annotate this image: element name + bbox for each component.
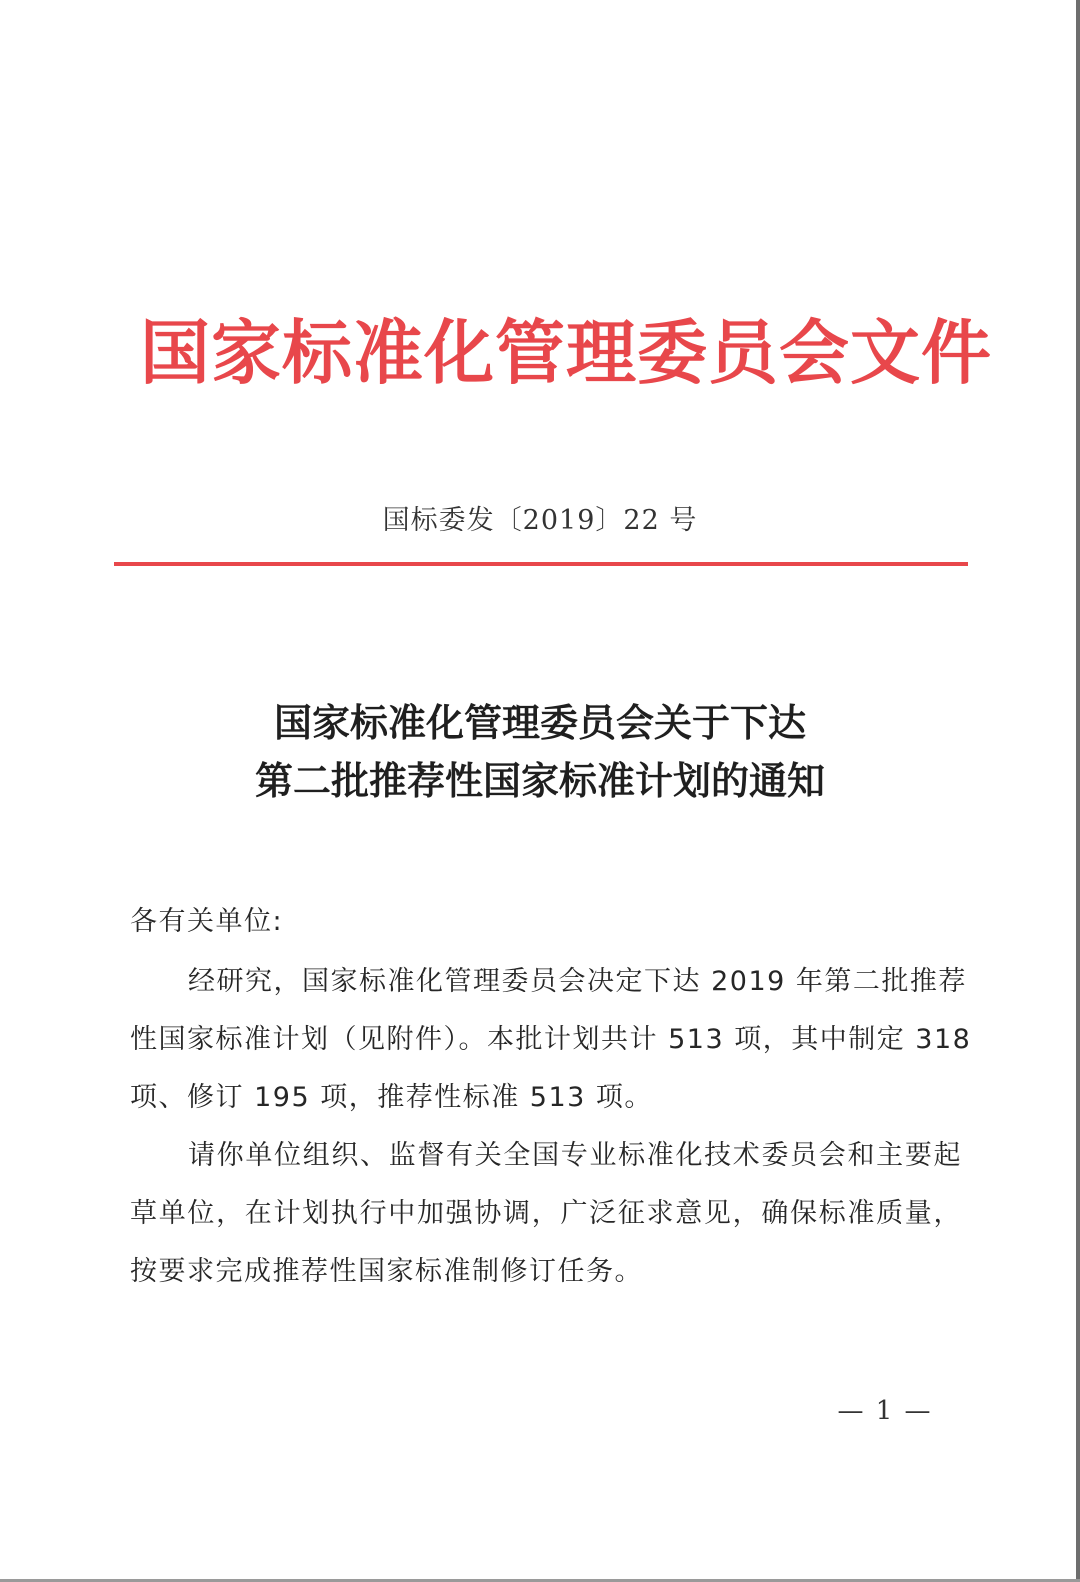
scan-edge-right xyxy=(1076,0,1080,1582)
paragraph-1-line-1: 经研究，国家标准化管理委员会决定下达 2019 年第二批推荐 xyxy=(188,966,967,997)
document-number: 国标委发〔2019〕22 号 xyxy=(382,505,698,536)
document-header-title: 国家标准化管理委员会文件 xyxy=(140,311,992,394)
paragraph-2-line-1: 请你单位组织、监督有关全国专业标准化技术委员会和主要起 xyxy=(188,1140,962,1171)
paragraph-1-line-3: 项、修订 195 项，推荐性标准 513 项。 xyxy=(130,1082,653,1113)
notice-title-line-1: 国家标准化管理委员会关于下达 xyxy=(273,700,806,745)
notice-title-line-2: 第二批推荐性国家标准计划的通知 xyxy=(254,758,825,803)
page-number: — 1 — xyxy=(837,1396,933,1426)
header-divider xyxy=(114,562,968,566)
paragraph-2-line-2: 草单位，在计划执行中加强协调，广泛征求意见，确保标准质量， xyxy=(130,1198,962,1229)
paragraph-1-line-2: 性国家标准计划（见附件）。本批计划共计 513 项，其中制定 318 xyxy=(130,1024,972,1055)
salutation: 各有关单位: xyxy=(130,906,284,937)
paragraph-2-line-3: 按要求完成推荐性国家标准制修订任务。 xyxy=(130,1256,643,1287)
